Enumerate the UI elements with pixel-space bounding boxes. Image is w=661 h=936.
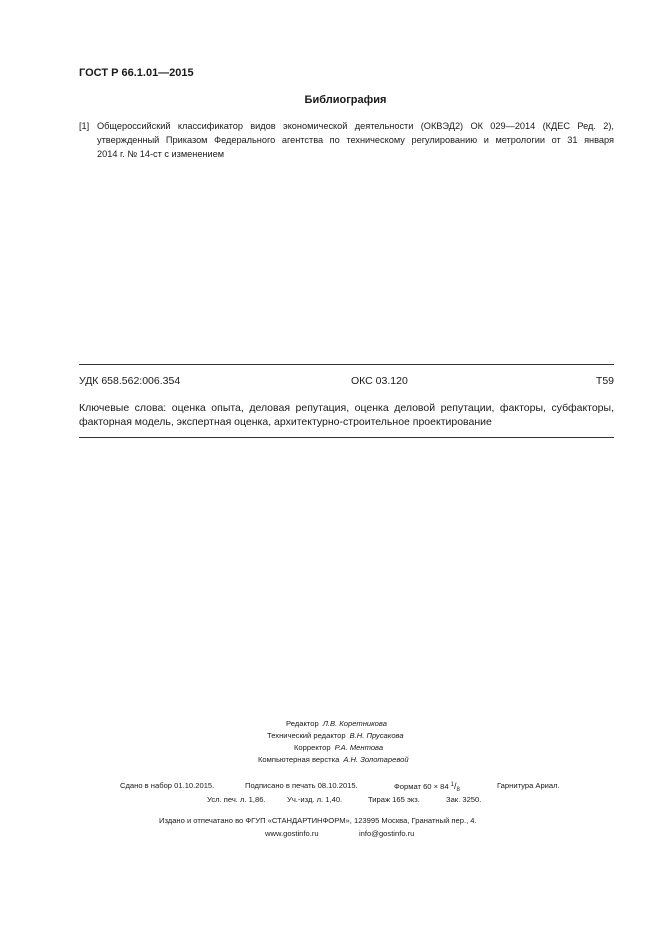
reference-line-1: Общероссийский классификатор видов экономической деятельности (ОКВЭД2) ОК 029—2014 (КДЕС Ред. 2),	[97, 121, 614, 131]
print-sheets: Усл. печ. л. 1,86.	[207, 795, 266, 804]
credit-role: Корректор	[294, 743, 331, 752]
credit-role: Редактор	[286, 719, 319, 728]
reference-number: [1]	[79, 121, 90, 131]
publisher-email[interactable]: info@gostinfo.ru	[359, 829, 415, 838]
bibliography-title: Библиография	[304, 94, 387, 106]
publisher-website[interactable]: www.gostinfo.ru	[265, 829, 319, 838]
print-order: Зак. 3250.	[446, 795, 482, 804]
credit-name: В.Н. Прусакова	[349, 731, 404, 740]
document-code: ГОСТ Р 66.1.01—2015	[79, 67, 194, 79]
print-signed: Подписано в печать 08.10.2015.	[245, 781, 358, 790]
credit-role: Компьютерная верстка	[258, 755, 340, 764]
publisher-line: Издано и отпечатано во ФГУП «СТАНДАРТИНФОРМ», 123995 Москва, Гранатный пер., 4.	[159, 816, 477, 825]
udk-code: УДК 658.562:006.354	[79, 375, 181, 387]
print-format: Формат 60 × 84 $^1/_8$	[394, 781, 460, 793]
keywords-line-1: Ключевые слова: оценка опыта, деловая репутация, оценка деловой репутации, факторы, субфакторы,	[79, 402, 614, 414]
divider-top	[79, 364, 614, 365]
credit-name: Л.В. Коретникова	[322, 719, 387, 728]
credit-role: Технический редактор	[267, 731, 346, 740]
print-typeface: Гарнитура Ариал.	[497, 781, 560, 790]
credit-layout	[258, 755, 409, 764]
print-format-label: Формат 60 × 84	[394, 782, 449, 791]
format-fraction-numerator: 1	[450, 782, 454, 788]
credit-tech-editor	[267, 731, 404, 740]
print-submitted: Сдано в набор 01.10.2015.	[120, 781, 215, 790]
print-copies: Тираж 165 экз.	[368, 795, 420, 804]
t-code: Т59	[595, 375, 614, 387]
credit-corrector	[294, 743, 383, 752]
oks-code: ОКС 03.120	[351, 375, 408, 387]
keywords-line-2: факторная модель, экспертная оценка, архитектурно-строительное проектирование	[79, 416, 492, 428]
reference-line-3: 2014 г. № 14-ст с изменением	[97, 149, 225, 159]
format-fraction-denominator: 8	[456, 787, 460, 793]
credit-name: А.Н. Золотаревой	[343, 755, 409, 764]
print-edition-sheets: Уч.-изд. л. 1,40.	[287, 795, 343, 804]
reference-line-2: утвержденный Приказом Федерального агентства по техническому регулированию и метрологии от 31 января	[97, 135, 614, 145]
credit-editor	[286, 719, 387, 728]
divider-bottom	[79, 437, 614, 438]
credit-name: Р.А. Ментова	[334, 743, 384, 752]
